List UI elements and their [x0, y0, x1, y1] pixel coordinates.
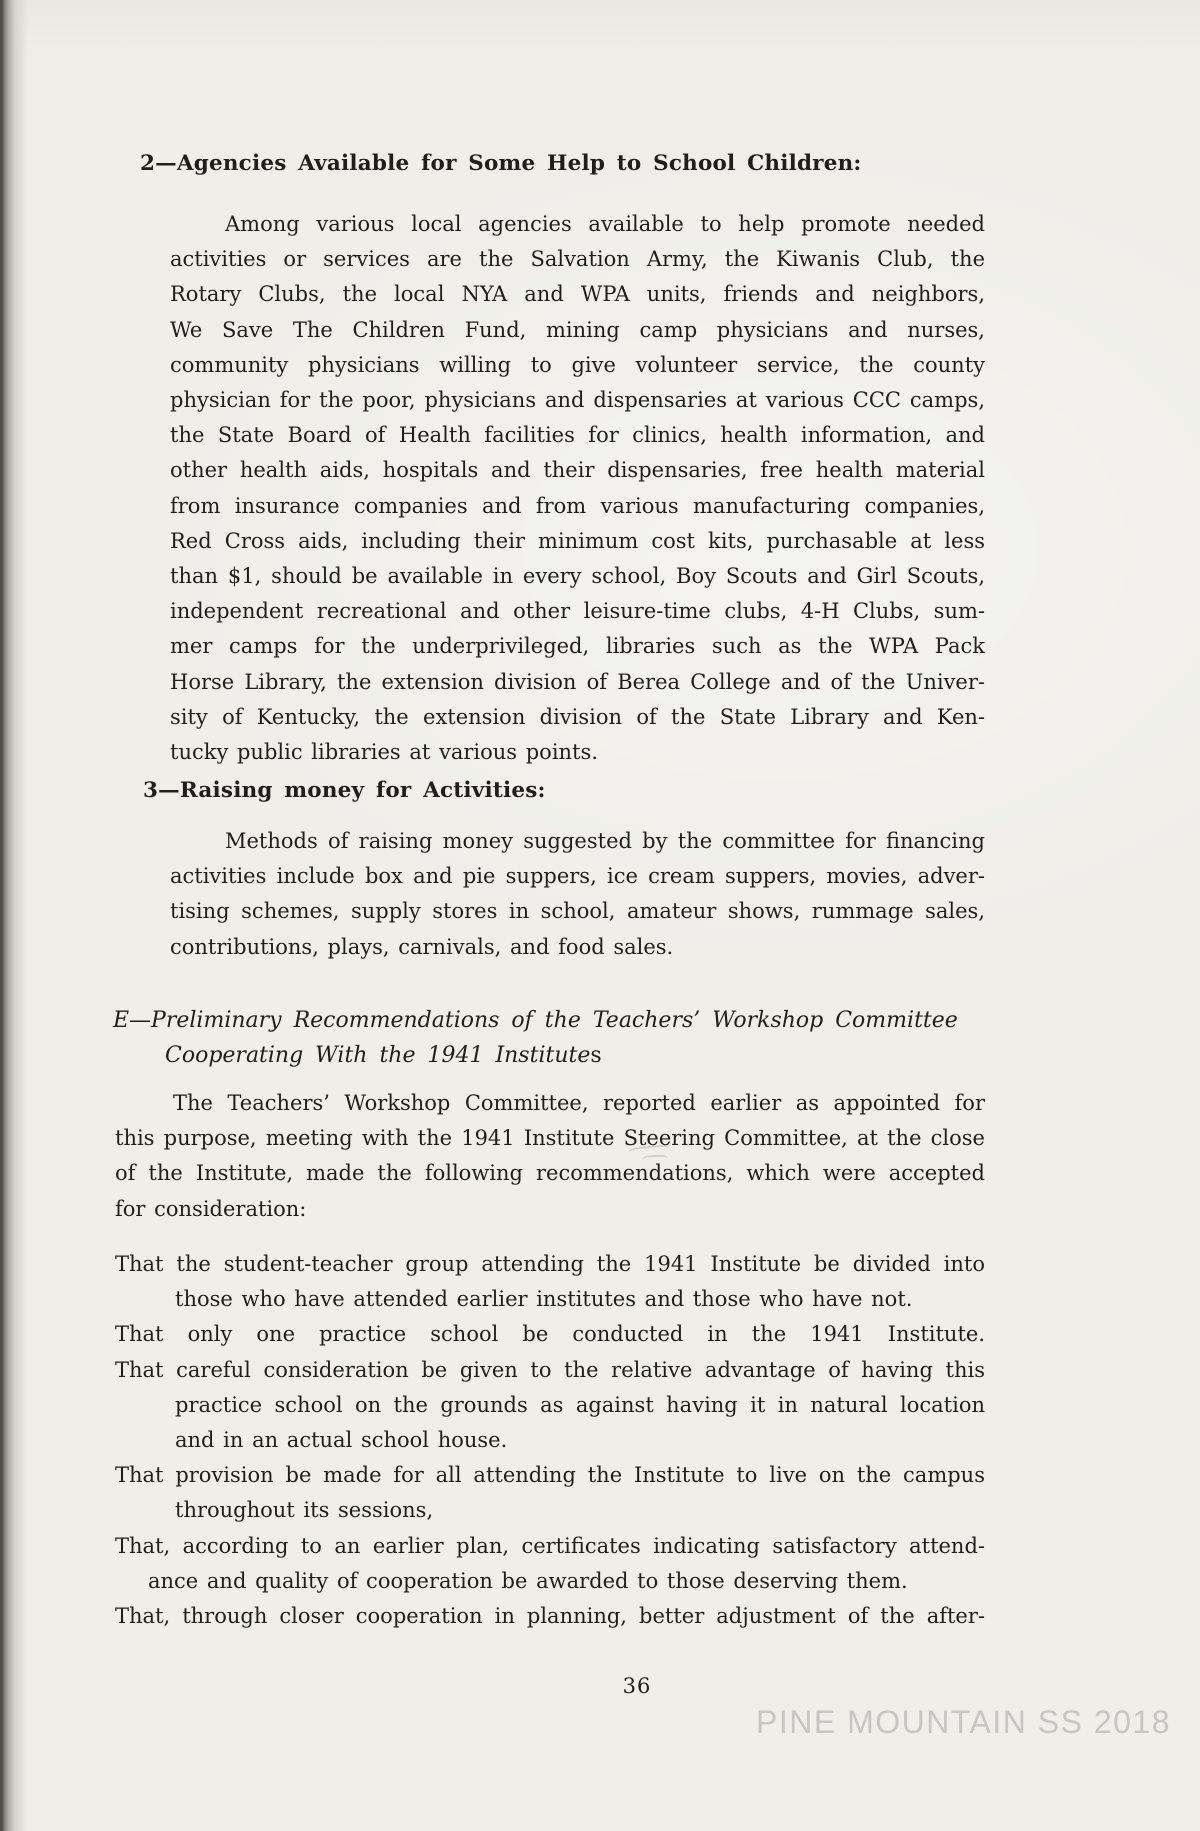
text-line: for consideration:: [115, 1196, 307, 1221]
recommendation-line: throughout its sessions,: [175, 1498, 434, 1523]
page-number: 36: [622, 1674, 652, 1698]
recommendation-line: That, through closer cooperation in planning, better adjustment of the after-: [115, 1604, 985, 1629]
recommendation-line: practice school on the grounds as against having it in natural location: [175, 1392, 985, 1417]
text-line: activities include box and pie suppers, ice cream suppers, movies, adver-: [170, 864, 985, 889]
text-line: independent recreational and other leisure-time clubs, 4-H Clubs, sum-: [170, 599, 985, 624]
text-line: from insurance companies and from various manufacturing companies,: [170, 493, 985, 518]
text-line: contributions, plays, carnivals, and food sales.: [170, 934, 674, 959]
text-line: physician for the poor, physicians and dispensaries at various CCC camps,: [170, 388, 985, 413]
text-line: Red Cross aids, including their minimum cost kits, purchasable at less: [170, 528, 985, 553]
section-e-paragraph: [115, 1086, 985, 1227]
text-line: tising schemes, supply stores in school, amateur shows, rummage sales,: [170, 899, 985, 924]
section-e-heading-line2: [113, 1038, 993, 1073]
section-3-paragraph: [170, 824, 985, 965]
text-line: than $1, should be available in every school, Boy Scouts and Girl Scouts,: [170, 564, 985, 589]
section-2-paragraph: [170, 207, 985, 770]
recommendation-line: That only one practice school be conducted in the 1941 Institute.: [115, 1322, 985, 1347]
text-line: community physicians willing to give volunteer service, the county: [170, 352, 985, 377]
heading-italic-text: E—Preliminary Recommendations of the Teachers’ Workshop Committee: [113, 1008, 958, 1033]
scan-left-edge: [0, 0, 28, 1831]
text-line: the State Board of Health facilities for clinics, health information, and: [170, 423, 985, 448]
recommendation-line: those who have attended earlier institutes and those who have not.: [175, 1287, 913, 1312]
recommendation-line: and in an actual school house.: [175, 1428, 508, 1453]
recommendation-line: That careful consideration be given to the relative advantage of having this: [115, 1357, 985, 1382]
section-e-heading-line1: [113, 1003, 993, 1038]
watermark: PINE MOUNTAIN SS 2018: [756, 1704, 1172, 1740]
text-line: Methods of raising money suggested by the committee for financing: [225, 829, 985, 853]
recommendations-list: [115, 1247, 985, 1634]
recommendation-line: That the student-teacher group attending the 1941 Institute be divided into: [115, 1252, 985, 1276]
text-line: of the Institute, made the following recommendations, which were accepted: [115, 1161, 985, 1186]
text-line: sity of Kentucky, the extension division of the State Library and Ken-: [170, 704, 985, 729]
text-line: activities or services are the Salvation Army, the Kiwanis Club, the: [170, 247, 985, 272]
text-line: mer camps for the underprivileged, libraries such as the WPA Pack: [170, 634, 985, 659]
pencil-smudge-mark: [628, 1146, 680, 1168]
section-3-heading: 3—Raising money for Activities:: [143, 778, 546, 803]
text-line: Horse Library, the extension division of Berea College and of the Univer-: [170, 669, 985, 694]
text-line: tucky public libraries at various points.: [170, 740, 598, 765]
heading-italic-text: Cooperating With the 1941 Institute: [165, 1043, 591, 1068]
recommendation-line: That provision be made for all attending the Institute to live on the campus: [115, 1463, 985, 1488]
recommendation-line: That, according to an earlier plan, certificates indicating satisfactory attend-: [115, 1533, 985, 1558]
text-line: Among various local agencies available to help promote needed: [225, 212, 985, 236]
text-line: this purpose, meeting with the 1941 Institute Steering Committee, at the close: [115, 1126, 985, 1151]
text-line: Rotary Clubs, the local NYA and WPA units, friends and neighbors,: [170, 282, 985, 307]
recommendation-line: ance and quality of cooperation be awarded to those deserving them.: [148, 1568, 908, 1593]
section-e-heading: [113, 1003, 993, 1073]
heading-roman-suffix: s: [590, 1043, 602, 1068]
text-line: The Teachers’ Workshop Committee, reported earlier as appointed for: [173, 1091, 985, 1115]
text-line: We Save The Children Fund, mining camp physicians and nurses,: [170, 317, 985, 342]
text-line: other health aids, hospitals and their dispensaries, free health material: [170, 458, 985, 483]
section-2-heading: 2—Agencies Available for Some Help to School Children:: [140, 151, 862, 176]
